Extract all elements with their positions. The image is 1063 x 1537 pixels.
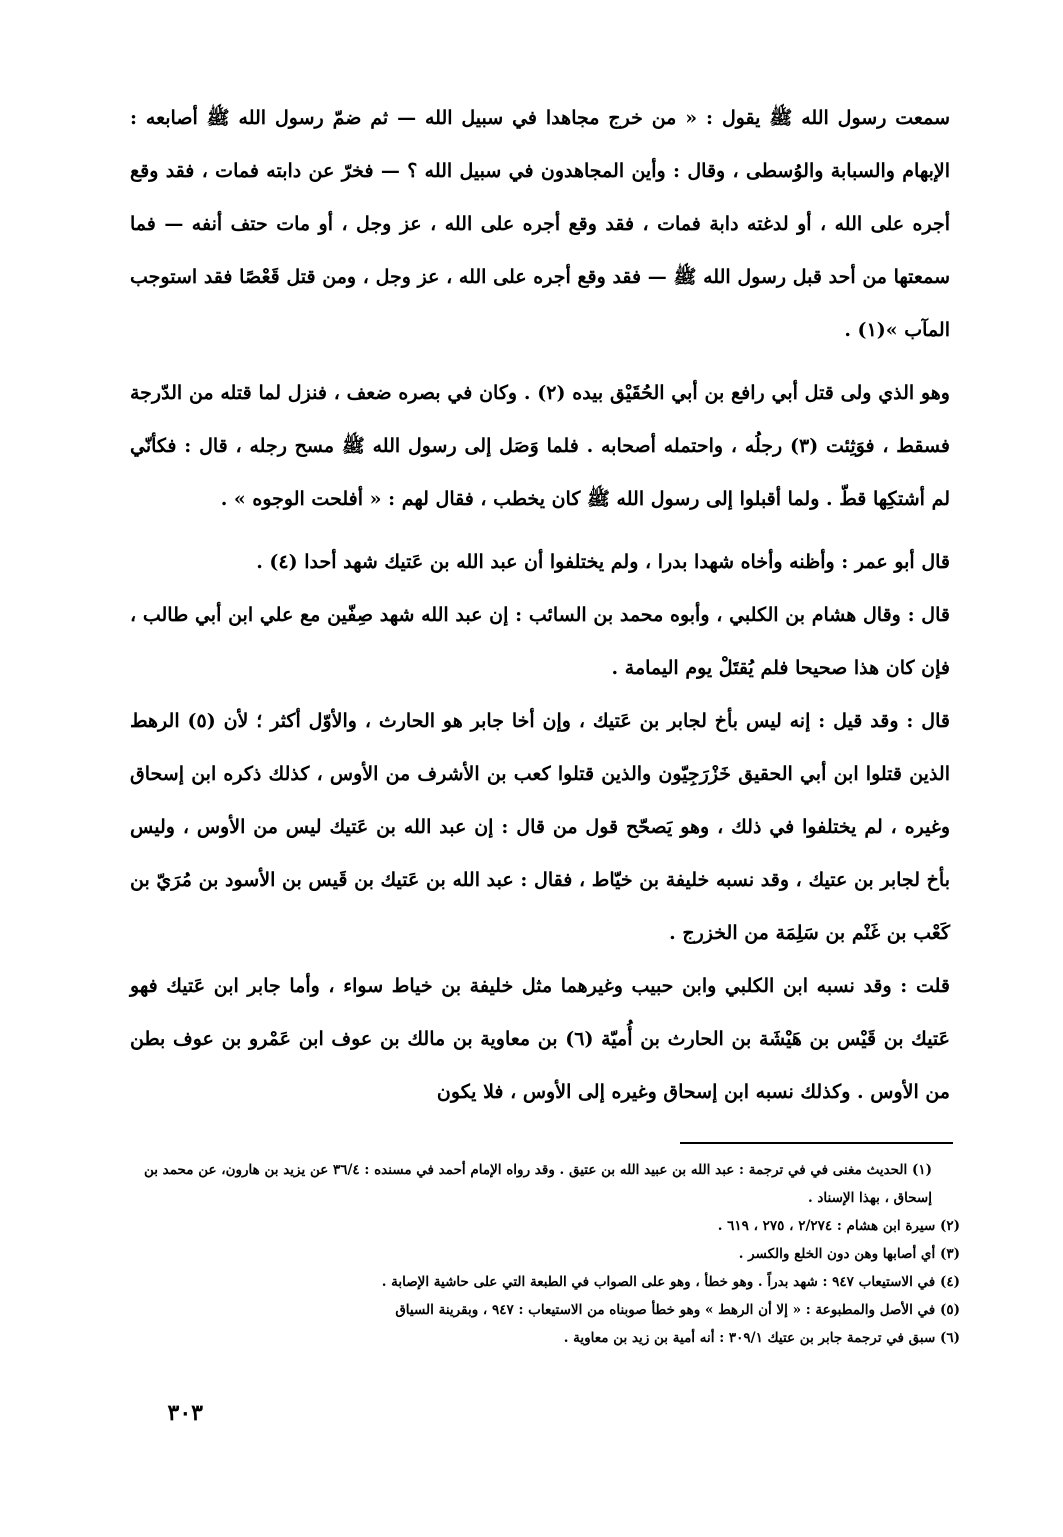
paragraph: سمعت رسول الله ﷺ يقول : « من خرج مجاهدا في سبيل الله — ثم ضمّ رسول الله ﷺ أصابعه : الإبهام والسبابة والوُسطى ، وقال : وأين المجاهدون في سبيل الله ؟ — فخرّ عن دابته فمات ، فقد وقع أجره على الله ، أو لدغته دابة فمات ، فقد وقع أجره على الله ، عز وجل ، أو مات حتف أنفه — فما سمعتها من أحد قبل رسول الله ﷺ — فقد وقع أجره على الله ، عز وجل ، ومن قتل قَعْصًا فقد استوجب المآب »(١) . [130,107,950,341]
paragraph: وهو الذي ولى قتل أبي رافع بن أبي الحُقَيْق بيده (٢) . وكان في بصره ضعف ، فنزل لما قتله من الدّرجة فسقط ، فوَثِئت (٣) رجلُه ، واحتمله أصحابه . فلما وَصَل إلى رسول الله ﷺ مسح رجله ، قال : فكأنّي لم أشتكِها قطّ . ولما أقبلوا إلى رسول الله ﷺ كان يخطب ، فقال لهم : « أفلحت الوجوه » . [130,382,950,510]
footnote: (٤) في الاستيعاب ٩٤٧ : شهد بدراً . وهو خطأ ، وهو على الصواب في الطبعة التي على حاشية الإصابة . [381,1274,960,1290]
footnotes [130,1156,960,1352]
footnote-divider [680,1142,953,1144]
footnote: (١) الحديث مغنى في في ترجمة : عبد الله بن عبيد الله بن عتيق . وقد رواه الإمام أحمد في مسنده : ٣٦/٤ عن يزيد بن هارون، عن محمد بن إسحاق ، بهذا الإسناد . [143,1162,932,1206]
footnote: (٢) سيرة ابن هشام : ٢/٢٧٤ ، ٢٧٥ ، ٦١٩ . [717,1218,960,1234]
page-number: ٣٠٣ [167,1400,203,1426]
footnote: (٦) سبق في ترجمة جابر بن عتيك ٣٠٩/١ : أنه أمية بن زيد بن معاوية . [563,1330,960,1346]
paragraph: قلت : وقد نسبه ابن الكلبي وابن حبيب وغيرهما مثل خليفة بن خياط سواء ، وأما جابر ابن عَتيك فهو عَتيك بن قَيْس بن هَيْشَة بن الحارث بن أُميّة (٦) بن معاوية بن مالك بن عوف ابن عَمْرو بن عوف بطن من الأوس . وكذلك نسبه ابن إسحاق وغيره إلى الأوس ، فلا يكون [130,975,950,1103]
paragraph: قال : وقال هشام بن الكلبي ، وأبوه محمد بن السائب : إن عبد الله شهد صِفّين مع علي ابن أبي طالب ، فإن كان هذا صحيحا فلم يُقتَلْ يوم اليمامة . [130,604,950,679]
paragraph: قال : وقد قيل : إنه ليس بأخ لجابر بن عَتيك ، وإن أخا جابر هو الحارث ، والأوّل أكثر ؛ لأن (٥) الرهط الذين قتلوا ابن أبي الحقيق خَزْرَجِيّون والذين قتلوا كعب بن الأشرف من الأوس ، كذلك ذكره ابن إسحاق وغيره ، لم يختلفوا في ذلك ، وهو يَصحّح قول من قال : إن عبد الله بن عَتيك ليس من الأوس ، وليس بأخ لجابر بن عتيك ، وقد نسبه خليفة بن خيّاط ، فقال : عبد الله بن عَتيك بن قَيس بن الأسود بن مُرَيّ بن كَعْب بن غَنْم بن سَلِمَة من الخزرج . [130,710,950,944]
main-text [130,92,950,1119]
footnote: (٣) أي أصابها وهن دون الخلع والكسر . [738,1246,960,1262]
footnote: (٥) في الأصل والمطبوعة : « إلا أن الرهط » وهو خطأ صوبناه من الاستيعاب : ٩٤٧ ، وبقرينة السياق [395,1302,960,1318]
paragraph: قال أبو عمر : وأظنه وأخاه شهدا بدرا ، ولم يختلفوا أن عبد الله بن عَتيك شهد أحدا (٤) . [256,551,950,573]
